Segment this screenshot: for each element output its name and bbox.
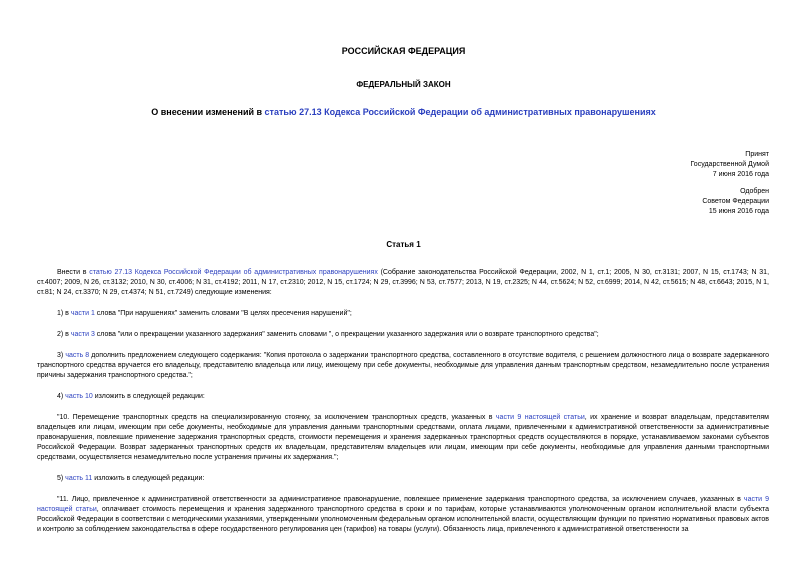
country-heading: РОССИЙСКАЯ ФЕДЕРАЦИЯ [341, 46, 466, 56]
reference-link[interactable]: части 1 [70, 310, 95, 317]
text: 5) [57, 475, 66, 482]
paragraph-item-2 [37, 330, 769, 340]
text: "11. Лицо, привлеченное к административной ответственности за административное правонарушение, повлекшее применение задержания транспортного средства, за исключением случаев, указанных в [57, 496, 744, 503]
text: , оплачивает стоимость перемещения и хранения задержанного транспортного средства в сроки и по тарифам, которые устанавливаются уполномоченным органом исполнительной власти субъекта Российской Федерации в соответствии с методическими указаниями, утвержденными уполномоченным федеральным органом исполнительной власти, осуществляющим функции по принятию нормативных правовых актов и контролю за соблюдением законодательства в сфере государственного регулирования цен (тарифов) на товары (услуги). Обязанность лица, привлеченного к административной ответственности за [37, 506, 769, 533]
article-title: Статья 1 [386, 240, 421, 249]
text: изложить в следующей редакции: [92, 393, 205, 400]
paragraph-item-4 [37, 392, 769, 402]
text: Внести в [57, 269, 90, 276]
paragraph-quote-10 [37, 413, 769, 463]
reference-link[interactable]: часть 11 [65, 475, 93, 482]
paragraph-item-3 [37, 351, 769, 381]
text: (Собрание законодательства Российской Федерации, 2002, N 1, ст.1; 2005, N 30, ст.3131; 2007, N 15, ст.1743; N 31, ст.4007; 2009, N 26, ст.3132; 2010, N 30, ст.4006; N 31, ст.4192; 2011, N 17, ст.2310; 2012, N 15, ст.1724; N 29, ст.3996; N 53, ст.7577; 2013, N 19, ст.2325; N 44, ст.5624; N 52, ст.6999; 2014, N 42, ст.5615; N 48, ст.6643; 2015, N 1, ст.81; N 24, ст.3370; N 29, ст.4374; N 51, ст.7249) следующие изменения: [37, 269, 770, 296]
paragraph-item-1 [37, 309, 769, 319]
text: слова "При нарушениях" заменить словами "В целях пресечения нарушений"; [94, 310, 352, 317]
reference-link[interactable]: часть 10 [65, 393, 93, 400]
reference-link[interactable]: часть 8 [65, 352, 90, 359]
paragraph-item-5 [37, 474, 769, 484]
adopted-line-2: Государственной Думой [690, 161, 769, 168]
text: , их хранение и возврат владельцам, представителям владельцев или лицам, имеющим при себе документы, необходимые для управления данными транспортными средствами, оплата лицами, привлеченными к административной ответственности за административные правонарушения, повлекшие применение задержания транспортных средств, стоимости перемещения и хранения задержанных транспортных средств осуществляются в порядке, устанавливаемом законами субъектов Российской Федерации. Возврат задержанных транспортных средств их владельцам, представителям владельцев или лицам, имеющим при себе документы, необходимые для управления данными транспортными средствами, осуществляется незамедлительно после устранения причины их задержания."; [37, 414, 769, 461]
paragraph-quote-11 [37, 495, 769, 535]
reference-link[interactable]: статью 27.13 Кодекса Российской Федерации об административных правонарушениях [89, 269, 378, 276]
text: 2) в [57, 331, 71, 338]
article-body [37, 268, 769, 546]
text: "10. Перемещение транспортных средств на специализированную стоянку, за исключением транспортных средств, указанных в [57, 414, 496, 421]
reference-link[interactable]: части 9 настоящей статьи [37, 496, 769, 513]
reference-link[interactable]: части 9 настоящей статьи [495, 414, 585, 421]
approved-line-3: 15 июня 2016 года [708, 208, 769, 215]
reference-link[interactable]: части 3 [70, 331, 95, 338]
text: 3) [57, 352, 66, 359]
approved-line-1: Одобрен [740, 188, 769, 195]
adopted-line-3: 7 июня 2016 года [712, 171, 769, 178]
law-title-prefix: О внесении изменений в [151, 107, 265, 117]
law-title [0, 106, 807, 118]
text: 1) в [57, 310, 71, 317]
text: дополнить предложением следующего содержания: "Копия протокола о задержании транспортного средства, составленного в отсутствие водителя, с решением должностного лица о возврате задержанного транспортного средства вручается его владельцу, представителю владельца или лицу, имеющему при себе документы, необходимые для управления данным транспортным средством, незамедлительно после устранения причины задержания транспортного средства."; [37, 352, 770, 379]
text: 4) [57, 393, 66, 400]
law-type-heading: ФЕДЕРАЛЬНЫЙ ЗАКОН [356, 80, 451, 89]
law-title-link[interactable]: статью 27.13 Кодекса Российской Федерации об административных правонарушениях [264, 107, 656, 117]
approved-stamp [569, 187, 769, 217]
text: слова "или о прекращении указанного задержания" заменить словами ", о прекращении указанного задержания или о возврате транспортного средства"; [94, 331, 599, 338]
adopted-line-1: Принят [745, 151, 769, 158]
approved-line-2: Советом Федерации [702, 198, 769, 205]
adopted-stamp [569, 150, 769, 180]
paragraph-intro [37, 268, 769, 298]
text: изложить в следующей редакции: [92, 475, 205, 482]
